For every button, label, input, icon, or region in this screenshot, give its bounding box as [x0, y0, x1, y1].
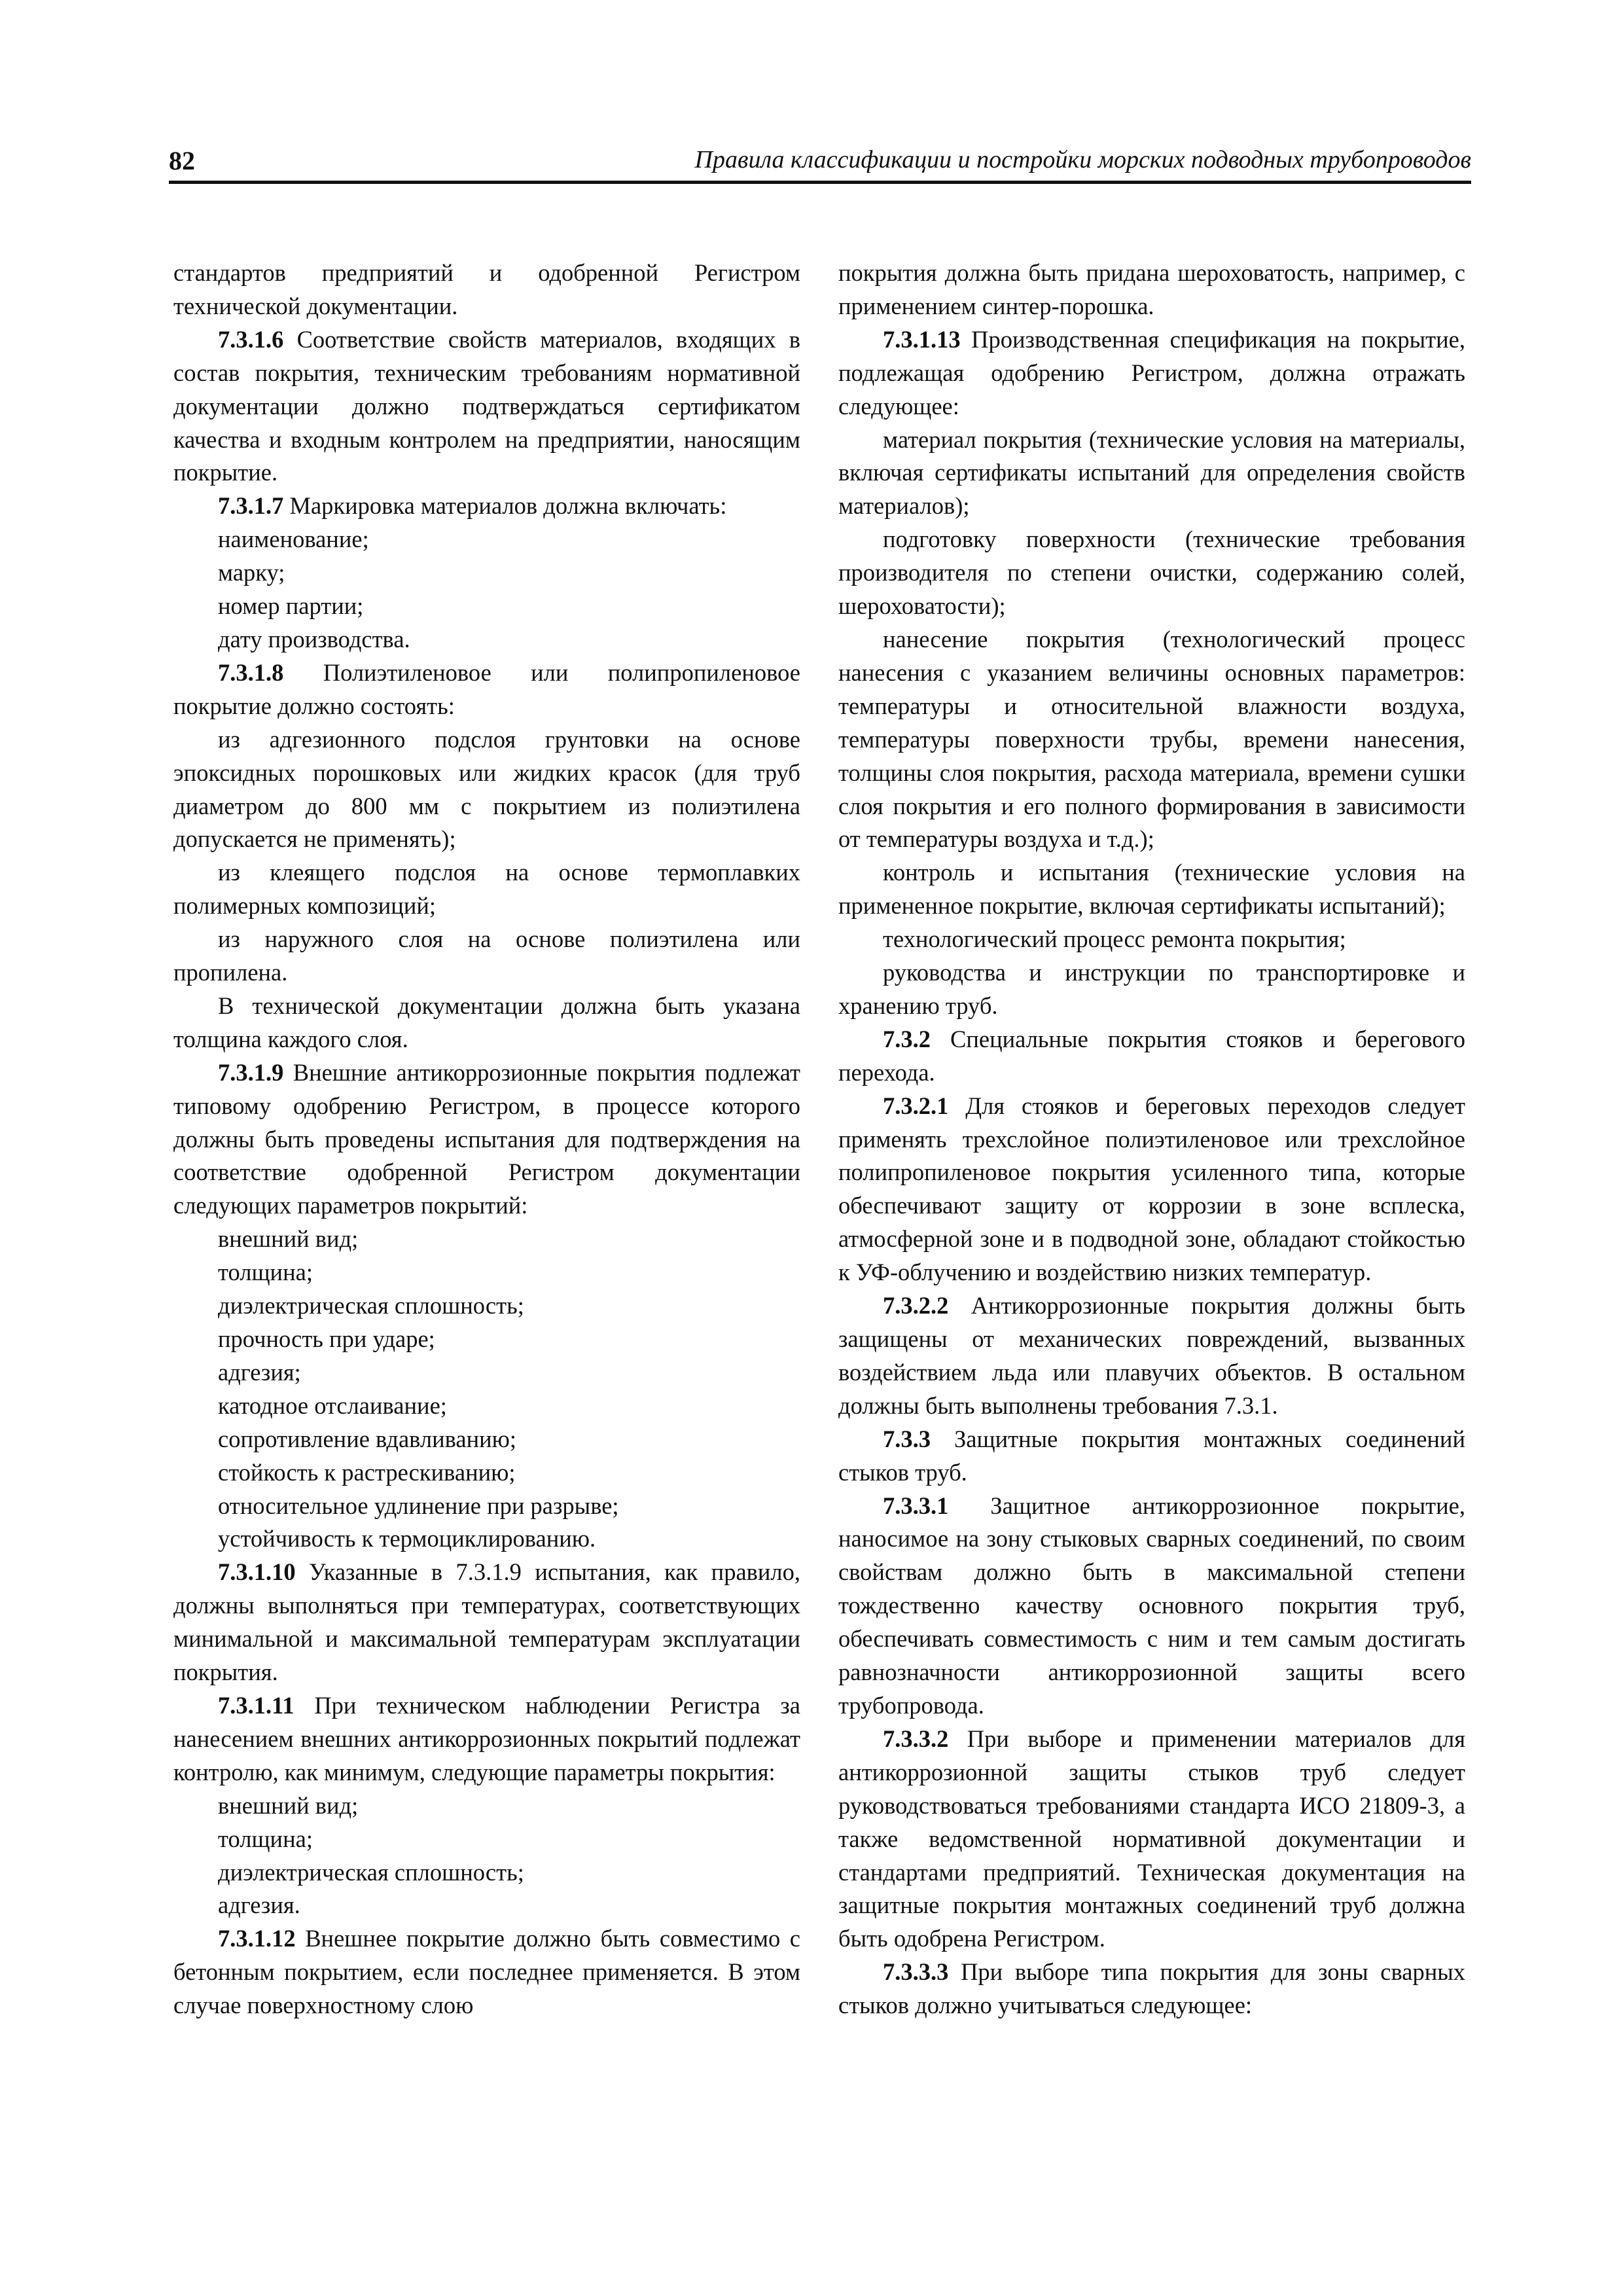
paragraph-text: прочность при ударе; [218, 1325, 435, 1352]
list-item [173, 1356, 800, 1390]
paragraph-text: диэлектрическая сплошность; [218, 1858, 524, 1886]
paragraph-text: контроль и испытания (технические условия на примененное покрытие, включая сертификаты испытаний); [838, 859, 1465, 920]
paragraph-text: Внешние антикоррозионные покрытия подлежат типовому одобрению Регистром, в процессе которого должны быть проведены испытания для подтверждения на соответствие одобренной Регистром документации следующих параметров покрытий: [173, 1058, 800, 1219]
paragraph-text: катодное отслаивание; [218, 1391, 447, 1419]
list-item [173, 1390, 800, 1423]
list-item [173, 623, 800, 656]
list-item [173, 590, 800, 623]
list-item [173, 1223, 800, 1256]
paragraph-text: Маркировка материалов должна включать: [283, 492, 727, 520]
list-item [173, 1522, 800, 1556]
paragraph-text: стандартов предприятий и одобренной Регистром технической документации. [173, 259, 800, 319]
paragraph [173, 990, 800, 1056]
right-column [838, 257, 1465, 2022]
paragraph [838, 1956, 1465, 2022]
list-item [173, 556, 800, 590]
clause-number: 7.3.3.2 [883, 1725, 949, 1752]
left-column [173, 257, 800, 2022]
paragraph-text: марку; [218, 559, 285, 586]
paragraph [838, 323, 1465, 423]
paragraph-text: внешний вид; [218, 1225, 359, 1253]
paragraph-text: При выборе и применении материалов для антикоррозионной защиты стыков труб следует руководствоваться требованиями стандарта ИСО 21809-3, а также ведомственной нормативной документации и стандартами предприятий. Техническая документация на защитные покрытия монтажных соединений труб должна быть одобрена Регистром. [838, 1725, 1465, 1952]
paragraph [173, 490, 800, 523]
paragraph [173, 656, 800, 723]
paragraph-text: из клеящего подслоя на основе термоплавких полимерных композиций; [173, 859, 800, 920]
paragraph-text: технологический процесс ремонта покрытия; [883, 925, 1346, 953]
clause-number: 7.3.3 [883, 1425, 931, 1452]
paragraph [173, 923, 800, 990]
paragraph-text: нанесение покрытия (технологический процесс нанесения с указанием величины основных параметров: температуры и относительной влажности воздуха, температуры поверхности трубы, времени нанесения, толщины слоя покрытия, расхода материала, времени сушки слоя покрытия и его полного формирования в зависимости от температуры воздуха и т.д.); [838, 625, 1465, 853]
paragraph [838, 856, 1465, 923]
paragraph [838, 1289, 1465, 1423]
clause-number: 7.3.3.1 [883, 1492, 949, 1519]
list-item [173, 1789, 800, 1823]
paragraph-text: адгезия. [218, 1892, 300, 1919]
list-item [173, 1490, 800, 1523]
clause-number: 7.3.1.12 [218, 1925, 296, 1952]
running-title: Правила классификации и постройки морских подводных трубопроводов [694, 146, 1471, 173]
clause-number: 7.3.1.9 [218, 1058, 284, 1086]
paragraph [838, 523, 1465, 623]
paragraph-text: Антикоррозионные покрытия должны быть защищены от механических повреждений, вызванных воздействием льда или плавучих объектов. В остальном должны быть выполнены требования 7.3.1. [838, 1292, 1465, 1419]
paragraph-continuation [173, 257, 800, 323]
paragraph-text: руководства и инструкции по транспортировке и хранению труб. [838, 959, 1465, 1019]
paragraph [838, 1023, 1465, 1090]
list-item [173, 1456, 800, 1490]
list-item [173, 1289, 800, 1323]
paragraph-text: подготовку поверхности (технические требования производителя по степени очистки, содержанию солей, шероховатости); [838, 526, 1465, 620]
paragraph-text: Соответствие свойств материалов, входящих в состав покрытия, техническим требованиям нормативной документации должно подтверждаться сертификатом качества и входным контролем на предприятии, наносящим покрытие. [173, 325, 800, 486]
paragraph [838, 1090, 1465, 1289]
clause-number: 7.3.3.3 [883, 1958, 949, 1986]
paragraph [173, 723, 800, 857]
clause-number: 7.3.1.7 [218, 492, 284, 520]
clause-number: 7.3.2 [883, 1025, 931, 1052]
paragraph-text: Указанные в 7.3.1.9 испытания, как правило, должны выполняться при температурах, соответствующих минимальной и максимальной температурам эксплуатации покрытия. [173, 1558, 800, 1686]
paragraph-text: сопротивление вдавливанию; [218, 1425, 517, 1452]
paragraph [173, 1056, 800, 1223]
paragraph [173, 323, 800, 490]
paragraph-text: Защитные покрытия монтажных соединений стыков труб. [838, 1425, 1465, 1486]
page-header [169, 145, 1471, 184]
paragraph-text: покрытия должна быть придана шероховатость, например, с применением синтер-порошка. [838, 259, 1465, 319]
paragraph [838, 623, 1465, 856]
paragraph-text: материал покрытия (технические условия на материалы, включая сертификаты испытаний для определения свойств материалов); [838, 425, 1465, 520]
paragraph-text: номер партии; [218, 592, 364, 620]
paragraph [838, 1723, 1465, 1956]
list-item [173, 523, 800, 556]
paragraph-text: устойчивость к термоциклированию. [218, 1525, 596, 1552]
paragraph-text: диэлектрическая сплошность; [218, 1292, 524, 1319]
paragraph [838, 923, 1465, 956]
paragraph-text: В технической документации должна быть указана толщина каждого слоя. [173, 992, 800, 1052]
paragraph-text: Полиэтиленовое или полипропиленовое покрытие должно состоять: [173, 658, 800, 719]
paragraph-text: толщина; [218, 1825, 313, 1852]
list-item [173, 1889, 800, 1922]
list-item [173, 1423, 800, 1456]
paragraph-text: Защитное антикоррозионное покрытие, наносимое на зону стыковых сварных соединений, по своим свойствам должно быть в максимальной степени тождественно качеству основного покрытия труб, обеспечивать совместимость с ним и тем самым достигать равнозначности антикоррозионной защиты всего трубопровода. [838, 1492, 1465, 1719]
paragraph-text: из адгезионного подслоя грунтовки на основе эпоксидных порошковых или жидких красок (для труб диаметром до 800 мм с покрытием из полиэтилена допускается не применять); [173, 725, 800, 853]
paragraph-text: относительное удлинение при разрыве; [218, 1492, 619, 1519]
paragraph-text: стойкость к растрескиванию; [218, 1458, 516, 1486]
paragraph-text: При техническом наблюдении Регистра за нанесением внешних антикоррозионных покрытий подлежат контролю, как минимум, следующие параметры покрытия: [173, 1691, 800, 1785]
paragraph [173, 1689, 800, 1789]
paragraph-text: Производственная спецификация на покрытие, подлежащая одобрению Регистром, должна отражать следующее: [838, 325, 1465, 420]
paragraph [838, 956, 1465, 1023]
paragraph [173, 856, 800, 923]
list-item [173, 1856, 800, 1890]
paragraph-text: внешний вид; [218, 1791, 359, 1819]
paragraph-text: Для стояков и береговых переходов следует применять трехслойное полиэтиленовое или трехслойное полипропиленовое покрытия усиленного типа, которые обеспечивают защиту от коррозии в зоне всплеска, атмосферной зоне и в подводной зоне, обладают стойкостью к УФ-облучению и воздействию низких температур. [838, 1092, 1465, 1286]
paragraph [838, 1490, 1465, 1723]
paragraph-text: адгезия; [218, 1358, 301, 1386]
clause-number: 7.3.1.8 [218, 658, 284, 686]
clause-number: 7.3.1.13 [883, 325, 961, 353]
paragraph-text: из наружного слоя на основе полиэтилена или пропилена. [173, 925, 800, 986]
paragraph [838, 423, 1465, 524]
clause-number: 7.3.1.10 [218, 1558, 296, 1586]
paragraph [838, 1423, 1465, 1490]
paragraph-continuation [838, 257, 1465, 323]
list-item [173, 1823, 800, 1856]
paragraph-text: дату производства. [218, 625, 410, 653]
paragraph-text: толщина; [218, 1259, 313, 1286]
clause-number: 7.3.1.6 [218, 325, 284, 353]
clause-number: 7.3.2.1 [883, 1092, 949, 1119]
paragraph-text: наименование; [218, 526, 369, 553]
clause-number: 7.3.2.2 [883, 1292, 949, 1319]
list-item [173, 1256, 800, 1289]
paragraph-text: Специальные покрытия стояков и берегового перехода. [838, 1025, 1465, 1086]
page-number: 82 [169, 146, 195, 175]
paragraph-text: При выборе типа покрытия для зоны сварных стыков должно учитываться следующее: [838, 1958, 1465, 2019]
paragraph [173, 1922, 800, 2022]
list-item [173, 1323, 800, 1356]
clause-number: 7.3.1.11 [218, 1691, 294, 1719]
paragraph [173, 1556, 800, 1689]
paragraph-text: Внешнее покрытие должно быть совместимо с бетонным покрытием, если последнее применяется. В этом случае поверхностному слою [173, 1925, 800, 2019]
